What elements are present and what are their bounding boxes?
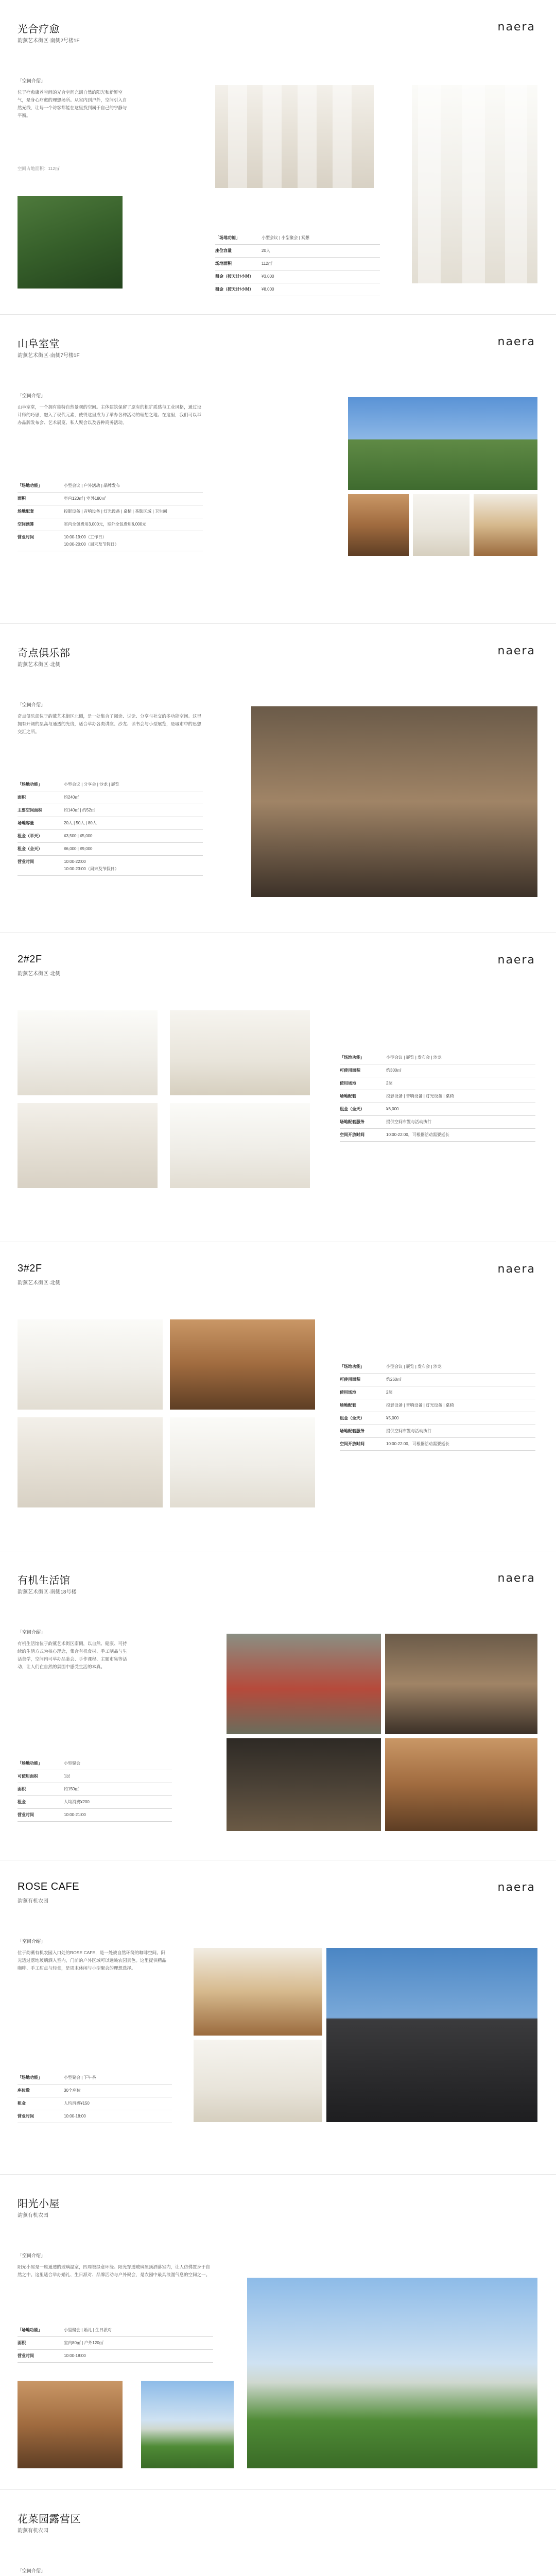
section-singularity-club [0, 623, 556, 933]
section-subtitle: 韵薰艺术街区·北侧 [18, 1280, 61, 1286]
brand-logo: naera [497, 1263, 535, 1276]
interior-photo [18, 2381, 123, 2468]
description: 位于疗愈康养空间的光合空间充满自然的阳光和新鲜空气，是身心疗愈的理想场所。从室内到户外，空间引入自然光线，让每一个访客都能在这里找到属于自己的宁静与平衡。 [18, 90, 127, 118]
section-subtitle: 韵薰艺术街区·南侧18号楼 [18, 1589, 77, 1595]
section-subtitle: 韵薰有机农园 [18, 2528, 48, 2534]
specs-table: 「场地功能」 小型会议 | 小型聚会 | 冥想 座位容量 20人 场地面积 112㎡ 租金（按天计/小时） ¥3,000 租金（按天计/小时） ¥8,000 [215, 232, 380, 296]
section-title: 阳光小屋 [18, 2198, 60, 2210]
brand-logo: naera [497, 645, 535, 657]
section-title: 2#2F [18, 954, 42, 965]
section-flower-garden-camp [0, 2489, 556, 2576]
section-subtitle: 韵薰艺术街区·北侧 [18, 971, 61, 977]
specs-table: 「场地功能」 小型会议 | 展览 | 发布会 | 沙龙 可使用面积 约300㎡ 使用场地 2层 场地配套 投影设备 | 音响设备 | 灯光设备 | 桌椅 租金（全天） ¥6,000 场地配套服务 提供空间布置与活动执行 空间开放时间 10:00-22:00，可根据活动需要延长 [340, 1052, 535, 1142]
specs-table: 「场地功能」 小型会议 | 展览 | 发布会 | 沙龙 可使用面积 约260㎡ 使用场地 2层 场地配套 投影设备 | 音响设备 | 灯光设备 | 桌椅 租金（全天） ¥5,000 场地配套服务 提供空间布置与活动执行 空间开放时间 10:00-22:00，可根据活动需要延长 [340, 1361, 535, 1451]
section-title: 山阜室堂 [18, 338, 60, 350]
render-photo-3 [18, 1417, 163, 1507]
intro-label: 「空间介绍」 [18, 1630, 46, 1635]
section-subtitle: 韵薰有机农园 [18, 1899, 48, 1904]
specs-table: 「场地功能」 小型会议 | 户外活动 | 品牌发布 面积 室内120㎡ | 室外180㎡ 场地配套 投影设备 | 音响设备 | 灯光设备 | 桌椅 | 茶歇区域 | 卫生间 空间预算 室内全包费用3,000元，室外全包费用6,000元 营业时间 10:00-19:00（工作日） 10:00-20:00（周末及节假日） [18, 480, 203, 551]
intro-label: 「空间介绍」 [18, 2253, 46, 2258]
specs-table: 「场地功能」 小型会议 | 分享会 | 沙龙 | 展览 面积 约240㎡ 主要空间面积 约140㎡ | 约52㎡ 场地容量 20人 | 50人 | 80人 租金（半天） ¥3,500 | ¥5,000 租金（全天） ¥6,000 | ¥9,000 营业时间 10:00-22:00 10:00-23:00（周末及节假日） [18, 778, 203, 876]
section-subtitle: 韵薰艺术街区·南侧7号楼1F [18, 353, 80, 359]
brand-logo: naera [497, 21, 535, 33]
section-2-2f [0, 933, 556, 1242]
club-interior-photo [251, 706, 537, 897]
specs-table: 「场地功能」 小型聚会 可使用面积 1层 面积 约150㎡ 租金 人均消费¥200 营业时间 10:00-21:00 [18, 1757, 172, 1822]
section-subtitle: 韵薰有机农园 [18, 2213, 48, 2218]
section-title: 奇点俱乐部 [18, 648, 71, 659]
building-exterior-photo [348, 397, 537, 490]
glass-detail-photo [141, 2381, 234, 2468]
description: 位于韵薰有机农园入口处的ROSE CAFE，是一处被自然环绕的咖啡空间。阳光透过落地玻璃洒入室内，门前的户外区域可以远眺农园景色。这里提供精品咖啡、手工甜点与轻食，是周末休闲与小型聚会的理想选择。 [18, 1950, 167, 1971]
seating-photo [227, 1738, 381, 1831]
render-photo-2 [170, 1010, 310, 1095]
brand-logo: naera [497, 335, 535, 348]
intro-label: 「空间介绍」 [18, 2568, 46, 2573]
specs-table: 「场地功能」 小型聚会 | 婚礼 | 生日派对 面积 室内80㎡ | 户外120㎡ 营业时间 10:00-18:00 [18, 2324, 213, 2363]
render-photo-2 [170, 1319, 315, 1410]
section-subtitle: 韵薰艺术街区·南侧2号楼1F [18, 38, 80, 44]
brand-logo: naera [497, 954, 535, 967]
section-title: 3#2F [18, 1263, 42, 1274]
interior-photo [215, 85, 374, 188]
brand-logo: naera [497, 1572, 535, 1585]
intro-label: 「空间介绍」 [18, 78, 46, 83]
section-subtitle: 韵薰艺术街区·北侧 [18, 662, 61, 668]
description: 有机生活馆位于韵薰艺术街区南侧，以自然、健康、可持续的生活方式为核心理念，集合有机食材、手工制品与生活美学，空间内可举办品鉴会、手作课程、主题市集等活动，让人们在自然的氛围中感受生活的本真。 [18, 1641, 127, 1669]
section-light-healing [0, 0, 556, 304]
area-note: 空间占地面积：112㎡ [18, 166, 60, 171]
interior-photo-2 [413, 494, 470, 556]
intro-label: 「空间介绍」 [18, 1939, 46, 1944]
shelves-photo [385, 1738, 537, 1831]
description: 奇点俱乐部位于韵薰艺术街区北侧，是一处集合了阅读、讨论、分享与社交的多功能空间。这里拥有开阔的层高与通透的光线，适合举办各类讲座、沙龙、读书会与小型展览，是城市中的思想交汇之所。 [18, 714, 202, 734]
render-photo-4 [170, 1417, 315, 1507]
brand-logo: naera [497, 1881, 535, 1894]
interior-shop-photo [385, 1634, 537, 1734]
render-photo-4 [170, 1103, 310, 1188]
intro-label: 「空间介绍」 [18, 393, 46, 398]
cafe-exterior-photo [326, 1948, 537, 2122]
glasshouse-photo [247, 2278, 537, 2468]
section-sunshine-cabin [0, 2174, 556, 2489]
section-organic-life [0, 1551, 556, 1860]
exterior-event-photo [227, 1634, 381, 1734]
section-rose-cafe [0, 1860, 556, 2174]
section-3-2f [0, 1242, 556, 1551]
render-photo-3 [18, 1103, 158, 1188]
section-shanfu-hall [0, 314, 556, 623]
render-photo-1 [18, 1010, 158, 1095]
interior-photo-1 [348, 494, 409, 556]
description: 阳光小屋是一座通透的玻璃温室，四周被绿意环绕。阳光穿透玻璃屋顶洒落室内，让人仿佛置身于自然之中。这里适合举办婚礼、生日派对、品牌活动与户外聚会，是农园中最具浪漫气息的空间之一。 [18, 2264, 211, 2277]
interior-photo-3 [474, 494, 537, 556]
curtain-room-photo [412, 85, 537, 283]
section-title: 有机生活馆 [18, 1575, 71, 1586]
specs-table: 「场地功能」 小型聚会 | 下午茶 座位数 30个座位 租金 人均消费¥150 营业时间 10:00-18:00 [18, 2072, 172, 2123]
section-title: 光合疗愈 [18, 24, 60, 35]
section-title: ROSE CAFE [18, 1881, 80, 1892]
intro-label: 「空间介绍」 [18, 702, 46, 707]
description: 山阜室堂，一个拥有独特自然景观的空间。主体建筑保留了原有的粗犷质感与工业风格，通过设计师的巧思，融入了现代元素，使得这里成为了举办各种活动的理想之地。在这里，我们可以举办品牌发布会、艺术展览、私人聚会以及各种商务活动。 [18, 404, 202, 425]
section-title: 花菜园露营区 [18, 2514, 81, 2525]
table-setting-photo [194, 2040, 322, 2122]
render-photo-1 [18, 1319, 163, 1410]
aerial-photo [18, 196, 123, 289]
dessert-photo [194, 1948, 322, 2036]
